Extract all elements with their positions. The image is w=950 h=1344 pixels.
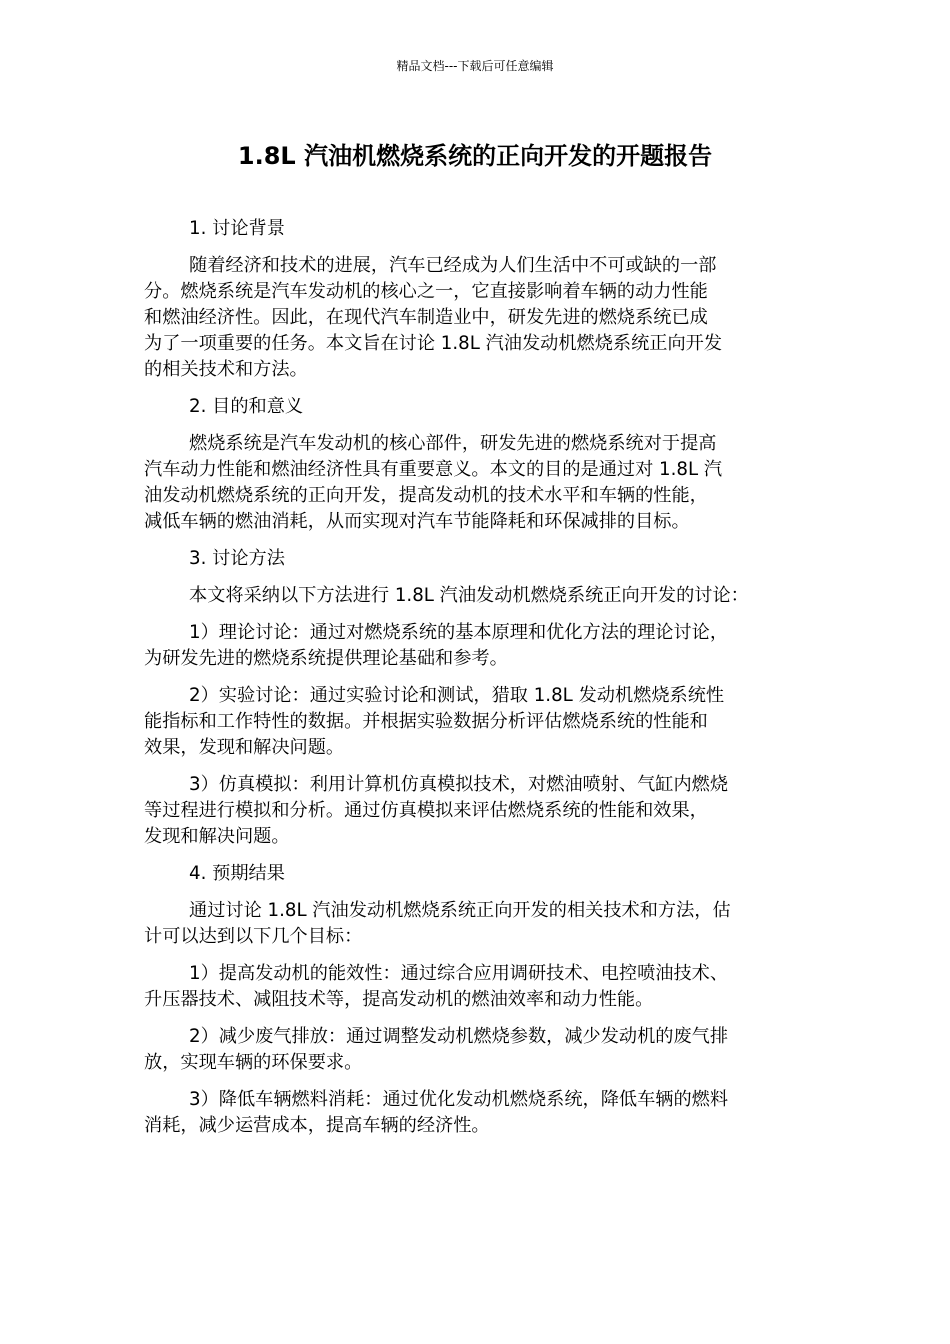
document-title: 1.8L 汽油机燃烧系统的正向开发的开题报告	[237, 142, 713, 170]
paragraph-line: 为研发先进的燃烧系统提供理论基础和参考。	[144, 648, 508, 669]
section-heading: 1. 讨论背景	[189, 218, 285, 239]
section-heading: 3. 讨论方法	[189, 548, 285, 569]
paragraph-line: 发现和解决问题。	[144, 826, 290, 847]
body-paragraph	[144, 772, 806, 850]
paragraph-line: 油发动机燃烧系统的正向开发，提高发动机的技术水平和车辆的性能，	[144, 485, 708, 506]
paragraph-line: 1）理论讨论：通过对燃烧系统的基本原理和优化方法的理论讨论，	[189, 622, 729, 643]
section-heading: 4. 预期结果	[189, 863, 285, 884]
paragraph-line: 1）提高发动机的能效性：通过综合应用调研技术、电控喷油技术、	[189, 963, 729, 984]
body-paragraph	[144, 961, 806, 1013]
paragraph-line: 升压器技术、减阻技术等，提高发动机的燃油效率和动力性能。	[144, 989, 654, 1010]
body-paragraph	[144, 620, 806, 672]
paragraph-line: 为了一项重要的任务。本文旨在讨论 1.8L 汽油发动机燃烧系统正向开发	[144, 333, 723, 354]
paragraph-line: 消耗，减少运营成本，提高车辆的经济性。	[144, 1115, 490, 1136]
paragraph-line: 汽车动力性能和燃油经济性具有重要意义。本文的目的是通过对 1.8L 汽	[144, 459, 723, 480]
paragraph-line: 能指标和工作特性的数据。并根据实验数据分析评估燃烧系统的性能和	[144, 711, 708, 732]
body-paragraph	[144, 1087, 806, 1139]
paragraph-line: 2）减少废气排放：通过调整发动机燃烧参数，减少发动机的废气排	[189, 1026, 729, 1047]
paragraph-line: 分。燃烧系统是汽车发动机的核心之一，它直接影响着车辆的动力性能	[144, 281, 708, 302]
paragraph-line: 通过讨论 1.8L 汽油发动机燃烧系统正向开发的相关技术和方法，估	[189, 900, 731, 921]
paragraph-line: 效果，发现和解决问题。	[144, 737, 345, 758]
body-paragraph	[144, 1024, 806, 1076]
body-paragraph	[144, 253, 806, 383]
paragraph-line: 本文将采纳以下方法进行 1.8L 汽油发动机燃烧系统正向开发的讨论：	[189, 585, 749, 606]
body-paragraph	[144, 431, 806, 535]
paragraph-line: 的相关技术和方法。	[144, 359, 308, 380]
paragraph-line: 和燃油经济性。因此，在现代汽车制造业中，研发先进的燃烧系统已成	[144, 307, 708, 328]
paragraph-line: 燃烧系统是汽车发动机的核心部件，研发先进的燃烧系统对于提高	[189, 433, 717, 454]
paragraph-line: 减低车辆的燃油消耗，从而实现对汽车节能降耗和环保减排的目标。	[144, 511, 690, 532]
body-paragraph	[144, 898, 806, 950]
document-body	[144, 216, 806, 1150]
paragraph-line: 随着经济和技术的进展，汽车已经成为人们生活中不可或缺的一部	[189, 255, 717, 276]
paragraph-line: 3）降低车辆燃料消耗：通过优化发动机燃烧系统，降低车辆的燃料	[189, 1089, 729, 1110]
paragraph-line: 2）实验讨论：通过实验讨论和测试，猎取 1.8L 发动机燃烧系统性	[189, 685, 725, 706]
paragraph-line: 3）仿真模拟：利用计算机仿真模拟技术，对燃油喷射、气缸内燃烧	[189, 774, 729, 795]
body-paragraph	[144, 683, 806, 761]
paragraph-line: 计可以达到以下几个目标：	[144, 926, 363, 947]
paragraph-line: 等过程进行模拟和分析。通过仿真模拟来评估燃烧系统的性能和效果，	[144, 800, 708, 821]
paragraph-line: 放，实现车辆的环保要求。	[144, 1052, 363, 1073]
header-note: 精品文档---下载后可任意编辑	[396, 59, 554, 73]
section-heading: 2. 目的和意义	[189, 396, 304, 417]
body-paragraph	[144, 583, 806, 609]
